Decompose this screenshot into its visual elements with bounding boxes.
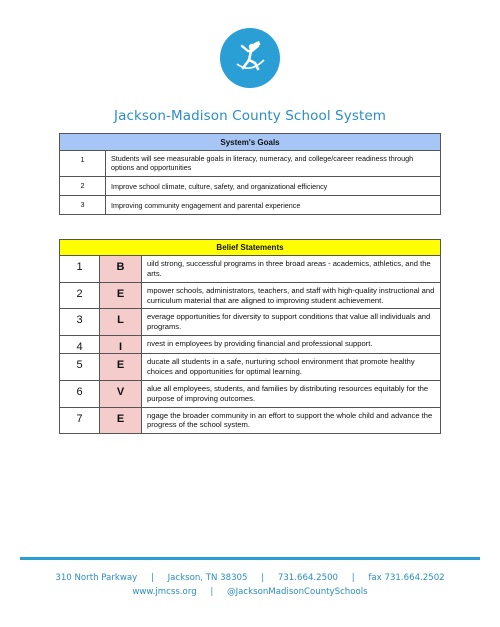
belief-statements-table: [59, 239, 441, 434]
table-row: [60, 151, 441, 177]
table-row: [60, 336, 441, 354]
footer-separator: |: [261, 573, 265, 583]
belief-letter: I: [100, 336, 142, 354]
belief-letter: B: [100, 256, 142, 283]
belief-letter: L: [100, 309, 142, 336]
footer-city: Jackson, TN 38305: [167, 573, 248, 583]
goal-text: Improve school climate, culture, safety, and organizational efficiency: [106, 176, 441, 195]
goal-text: Improving community engagement and parental experience: [106, 195, 441, 214]
table-row: [60, 407, 441, 434]
belief-number: 6: [60, 380, 100, 407]
goal-number: 1: [60, 151, 106, 177]
footer-separator: |: [351, 573, 355, 583]
belief-text: uild strong, successful programs in three broad areas - academics, athletics, and the arts.: [142, 256, 441, 283]
table-row: [60, 176, 441, 195]
footer-phone[interactable]: 731.664.2500: [277, 573, 339, 583]
goal-text: Students will see measurable goals in literacy, numeracy, and college/career readiness through options and opportunities: [106, 151, 441, 177]
table-row: [60, 195, 441, 214]
belief-text: ngage the broader community in an effort to support the whole child and advance the progress of the school system.: [142, 407, 441, 434]
footer-contact-line: [0, 573, 500, 583]
belief-number: 5: [60, 354, 100, 381]
footer-divider: [20, 557, 480, 560]
footer-separator: |: [150, 573, 154, 583]
goal-number: 2: [60, 176, 106, 195]
goals-table-title: System's Goals: [60, 134, 441, 151]
belief-letter: E: [100, 407, 142, 434]
goal-number: 3: [60, 195, 106, 214]
belief-number: 4: [60, 336, 100, 354]
page-header: [0, 28, 500, 124]
belief-number: 3: [60, 309, 100, 336]
belief-text: nvest in employees by providing financial and professional support.: [142, 336, 441, 354]
belief-text: ducate all students in a safe, nurturing school environment that promote healthy choices and opportunities for optimal learning.: [142, 354, 441, 381]
footer-separator: |: [210, 587, 214, 597]
footer-web-line: [0, 587, 500, 597]
footer-website-link[interactable]: www.jmcss.org: [132, 587, 197, 597]
systems-goals-table: [59, 133, 441, 215]
footer-social-handle[interactable]: @JacksonMadisonCountySchools: [227, 587, 368, 597]
belief-text: alue all employees, students, and families by distributing resources equitably for the purpose of improving outcomes.: [142, 380, 441, 407]
table-row: [60, 256, 441, 283]
footer-fax: fax 731.664.2502: [368, 573, 445, 583]
table-row: [60, 380, 441, 407]
organization-name: Jackson-Madison County School System: [113, 108, 387, 124]
belief-number: 2: [60, 282, 100, 309]
belief-text: mpower schools, administrators, teachers, and staff with high-quality instructional and curriculum material that are aligned to improving student achievement.: [142, 282, 441, 309]
table-row: [60, 354, 441, 381]
school-system-logo-icon: [220, 28, 280, 88]
belief-text: everage opportunities for diversity to support conditions that value all individuals and programs.: [142, 309, 441, 336]
belief-letter: V: [100, 380, 142, 407]
belief-number: 7: [60, 407, 100, 434]
beliefs-table-title: Belief Statements: [60, 240, 441, 256]
belief-number: 1: [60, 256, 100, 283]
belief-letter: E: [100, 282, 142, 309]
belief-letter: E: [100, 354, 142, 381]
table-row: [60, 309, 441, 336]
table-row: [60, 282, 441, 309]
footer-address: 310 North Parkway: [55, 573, 138, 583]
